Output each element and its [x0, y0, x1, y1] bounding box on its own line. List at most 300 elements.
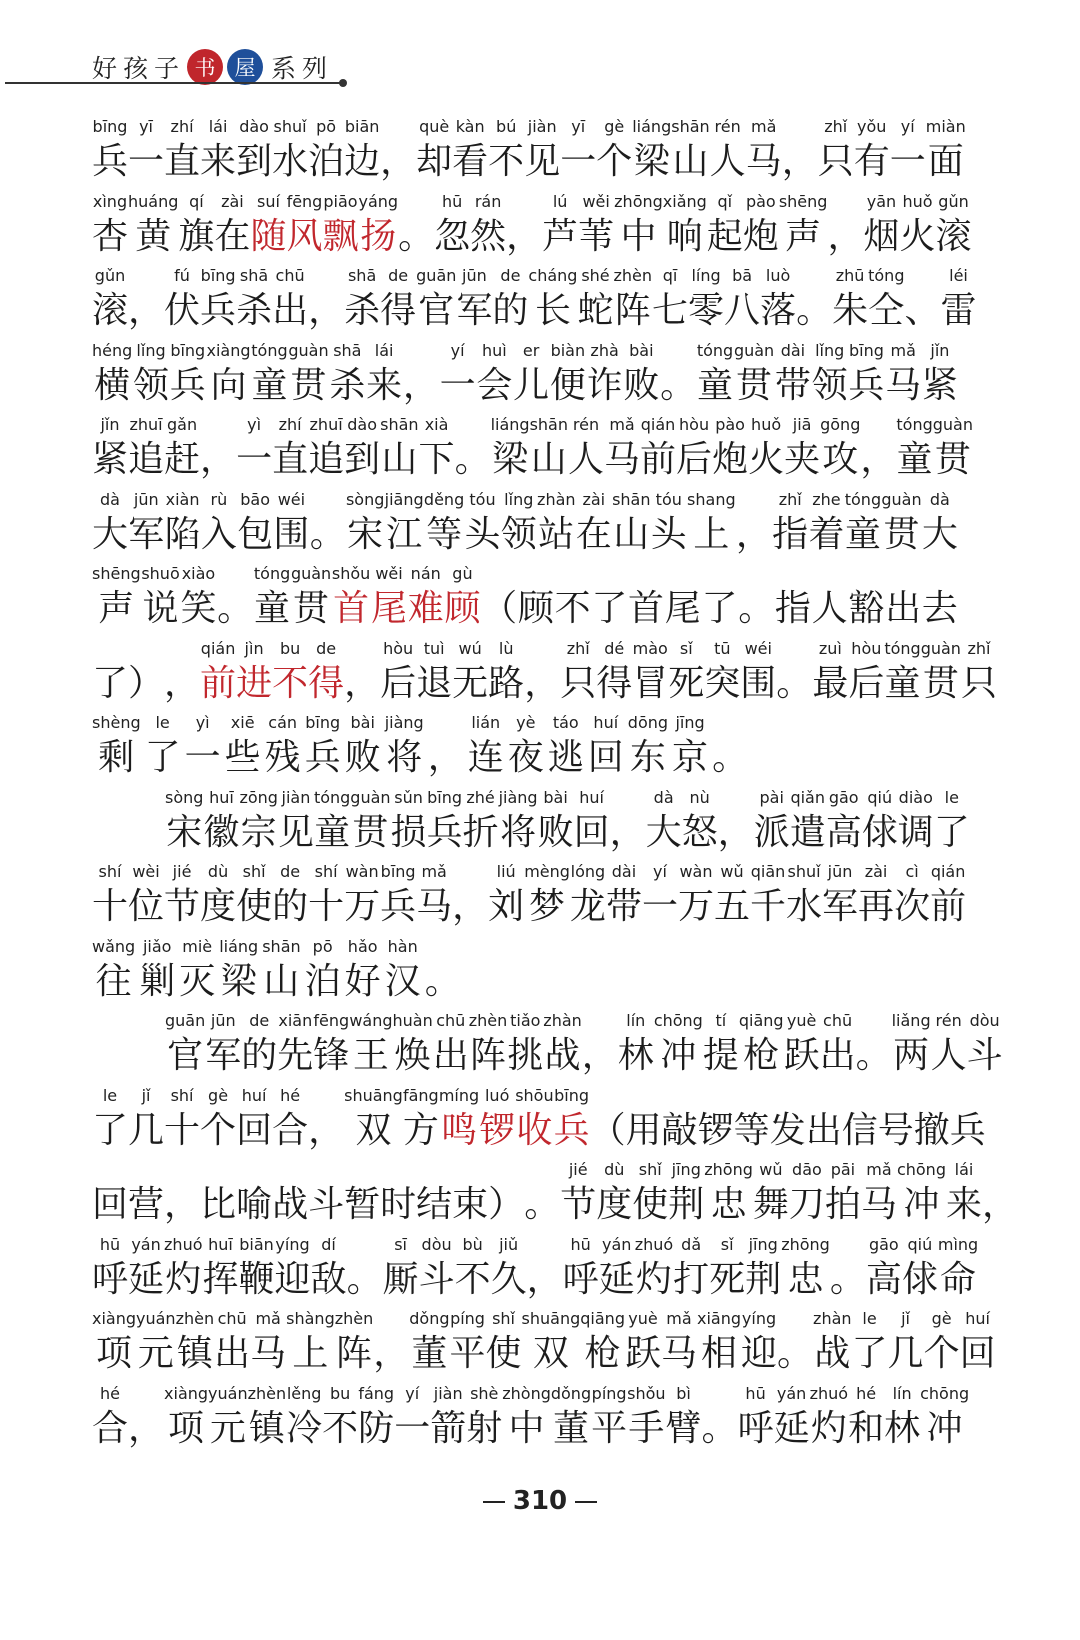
char [214, 1310, 250, 1374]
char [236, 1161, 272, 1225]
char [178, 193, 214, 257]
char [385, 938, 421, 1002]
pinyin: guān [416, 266, 457, 285]
hanzi: ， [982, 1184, 1019, 1225]
hanzi: 下 [418, 439, 455, 480]
hanzi: 敲 [661, 1109, 698, 1151]
pinyin: tóng [253, 564, 291, 583]
pinyin: hé [100, 1383, 120, 1403]
hanzi: 战 [544, 1035, 581, 1076]
pinyin: dà [653, 787, 674, 807]
char [884, 640, 920, 704]
hanzi: 了 [591, 588, 628, 629]
char [574, 789, 610, 853]
hanzi: ， [781, 141, 818, 182]
hanzi: 退 [416, 662, 453, 704]
pinyin: lǐng [504, 489, 534, 509]
text-line [92, 1309, 996, 1374]
char [806, 1087, 842, 1151]
char [618, 1012, 654, 1076]
pinyin: míng [438, 1085, 480, 1105]
pinyin: mǎ [421, 862, 447, 881]
char [614, 193, 663, 257]
char [305, 938, 341, 1002]
pinyin: bú [496, 117, 517, 136]
char [344, 267, 380, 331]
char [165, 1012, 205, 1076]
hanzi: 声 [785, 215, 822, 257]
pinyin: zhuī [129, 415, 163, 434]
pinyin: shēng [92, 564, 141, 583]
hanzi: ， [526, 1258, 563, 1300]
char [902, 1236, 938, 1300]
pinyin: hòu [851, 638, 882, 658]
hanzi: 跃 [624, 1333, 661, 1374]
hanzi: ， [128, 290, 165, 331]
char [712, 416, 748, 480]
pinyin: qī [662, 266, 678, 285]
char [185, 714, 221, 778]
char [770, 1087, 806, 1151]
hanzi: 箭 [430, 1407, 467, 1449]
char [200, 1087, 236, 1151]
pinyin: zhàn [543, 1011, 582, 1030]
hanzi: 高 [865, 1258, 902, 1300]
char [580, 1310, 625, 1374]
hanzi: 风 [286, 215, 323, 257]
hanzi: 贯 [352, 811, 389, 853]
hanzi: 敌 [310, 1258, 347, 1300]
pinyin: pāi [830, 1160, 856, 1179]
hanzi: 领 [500, 513, 537, 555]
series-title-prefix: 好孩子 [92, 54, 186, 83]
char [524, 1161, 560, 1225]
pinyin: huī [209, 787, 234, 807]
char [92, 714, 141, 778]
char [938, 1236, 978, 1300]
pinyin: jìn [244, 638, 264, 658]
hanzi: 马 [745, 141, 782, 182]
highlighted-char [272, 640, 308, 704]
pinyin: dà [100, 489, 120, 509]
char [128, 640, 164, 704]
char [128, 416, 164, 480]
hanzi: 遣 [789, 811, 826, 853]
hanzi: 杀 [329, 364, 366, 406]
hanzi: 呼 [737, 1407, 774, 1449]
hanzi: ， [308, 290, 345, 331]
hanzi: 来 [366, 364, 403, 406]
pinyin: huàn [392, 1011, 433, 1030]
pinyin: guàn [881, 489, 922, 509]
hanzi: 后 [676, 439, 713, 480]
pinyin: tóng [696, 340, 734, 360]
char [931, 1012, 967, 1076]
char [922, 491, 958, 555]
pinyin: zhǐ [778, 489, 802, 509]
hanzi: 江 [386, 513, 423, 555]
pinyin: zhèn [613, 266, 653, 285]
char [394, 1385, 430, 1449]
hanzi: 逃 [547, 737, 584, 778]
char [777, 1310, 813, 1374]
hanzi: 。 [660, 364, 697, 406]
char [373, 1310, 409, 1374]
pinyin: dào [347, 415, 377, 434]
pinyin: gāo [828, 787, 859, 807]
char [239, 1236, 275, 1300]
hanzi: 了 [851, 1333, 888, 1374]
hanzi: 来 [200, 141, 237, 182]
pinyin: jié [568, 1160, 588, 1179]
pinyin: jiǔ [499, 1234, 519, 1254]
char [922, 565, 958, 629]
hanzi: 夜 [507, 737, 544, 778]
hanzi: 臂 [665, 1407, 702, 1449]
pinyin: luó [484, 1085, 510, 1105]
hanzi: 火 [899, 215, 936, 257]
hanzi: 杀 [344, 290, 381, 331]
hanzi: 军 [456, 290, 493, 331]
series-title-suffix: 系列 [271, 54, 334, 83]
pinyin: le [155, 713, 170, 732]
hanzi: 。 [524, 1184, 561, 1225]
char [434, 193, 470, 257]
hanzi: 信 [841, 1109, 878, 1151]
pinyin: gè [604, 117, 625, 136]
pinyin: zhuī [309, 415, 343, 434]
hanzi: 山 [381, 439, 418, 480]
hanzi: 中 [620, 215, 657, 257]
char [463, 789, 499, 853]
char [967, 1012, 1003, 1076]
hanzi: 。 [855, 1035, 892, 1076]
hanzi: 梁 [220, 960, 257, 1002]
pinyin: zhòng [502, 1383, 551, 1403]
char [710, 118, 746, 182]
char [635, 1236, 673, 1300]
char [385, 491, 424, 555]
hanzi: 呼 [92, 1258, 129, 1300]
pinyin: shēng [778, 191, 828, 211]
char [254, 565, 290, 629]
pinyin: dǒng [550, 1383, 592, 1403]
hanzi: 在 [575, 513, 612, 555]
hanzi: 几 [887, 1333, 924, 1374]
pinyin: hòu [679, 415, 710, 434]
hanzi: 个 [923, 1333, 960, 1374]
pinyin: zhōng [781, 1234, 830, 1254]
char [560, 640, 596, 704]
hanzi: 十 [308, 886, 345, 927]
hanzi: 迎 [274, 1258, 311, 1300]
char [344, 1161, 380, 1225]
hanzi: 京 [672, 737, 709, 778]
hanzi: 忠 [710, 1184, 747, 1225]
char [380, 118, 416, 182]
text-line [165, 787, 970, 853]
hanzi: 向 [210, 364, 247, 406]
hanzi: 项 [168, 1407, 205, 1449]
hanzi: 出 [272, 290, 309, 331]
hanzi: 面 [927, 141, 964, 182]
pinyin: wǎng [92, 936, 136, 956]
pinyin: yáng [358, 191, 399, 211]
pinyin: yī [571, 117, 586, 136]
pinyin: tóng [844, 489, 882, 509]
hanzi: 兵 [200, 290, 237, 331]
hanzi: 灼 [635, 1258, 672, 1300]
char [502, 1385, 551, 1449]
hanzi: 好 [344, 960, 381, 1002]
hanzi: 一 [560, 141, 597, 182]
char [347, 1236, 383, 1300]
hanzi: 损 [390, 811, 427, 853]
char [563, 1236, 599, 1300]
hanzi: 命 [940, 1258, 977, 1300]
hanzi: 头 [464, 513, 501, 555]
char [416, 267, 456, 331]
char [469, 1012, 508, 1076]
hanzi: 束 [452, 1184, 489, 1225]
char [237, 491, 273, 555]
char [588, 714, 624, 778]
pinyin: jiàng [384, 713, 424, 732]
pinyin: zhōng [704, 1160, 753, 1179]
pinyin: bài [629, 340, 654, 360]
pinyin: líng [691, 266, 721, 285]
char [92, 1161, 128, 1225]
hanzi: 提 [702, 1035, 739, 1076]
pinyin: yí [900, 117, 915, 136]
char [884, 1385, 920, 1449]
hanzi: ， [164, 662, 201, 704]
hanzi: 时 [380, 1184, 417, 1225]
pinyin: huǒ [902, 191, 933, 211]
char [527, 1236, 563, 1300]
hanzi: 边 [344, 141, 381, 182]
char [250, 1310, 286, 1374]
pinyin: jǐn [100, 415, 120, 434]
pinyin: gǎn [166, 415, 198, 434]
hanzi: 元 [209, 1407, 246, 1449]
pinyin: shōu [515, 1085, 554, 1105]
pinyin: mèng [524, 862, 570, 881]
highlighted-char [322, 193, 358, 257]
char [416, 118, 452, 182]
char [145, 714, 181, 778]
char [862, 789, 898, 853]
hanzi: 项 [96, 1333, 133, 1374]
char [344, 118, 380, 182]
hanzi: 去 [921, 588, 958, 629]
pinyin: shang [687, 489, 736, 509]
char [344, 863, 380, 927]
pinyin: mào [632, 638, 668, 658]
pinyin: chōng [896, 1160, 946, 1179]
hanzi: 芦 [542, 215, 579, 257]
char [848, 1385, 884, 1449]
hanzi: 朱 [832, 290, 869, 331]
char [599, 1236, 635, 1300]
pinyin: qiú [867, 787, 893, 807]
char [960, 1310, 996, 1374]
char [308, 1161, 344, 1225]
char [812, 565, 848, 629]
pinyin: tū [714, 638, 731, 658]
pinyin: xiào [181, 564, 216, 583]
hanzi: 兵 [553, 1109, 590, 1151]
char [543, 1012, 581, 1076]
hanzi: ， [735, 513, 772, 555]
hanzi: 的 [272, 886, 309, 927]
pinyin: yíng [741, 1309, 777, 1328]
char [419, 416, 455, 480]
char [335, 1310, 374, 1374]
hanzi: 声 [98, 588, 135, 629]
char [890, 118, 926, 182]
char [92, 118, 128, 182]
pinyin: shí [98, 862, 122, 881]
pinyin: tí [715, 1011, 727, 1030]
pinyin: tuì [423, 638, 445, 658]
hanzi: 兵 [304, 737, 341, 778]
hanzi: 首 [333, 588, 370, 629]
pinyin: de [500, 266, 521, 285]
pinyin: biān [344, 117, 380, 136]
pinyin: yì [247, 415, 262, 434]
hanzi: 宋 [347, 513, 384, 555]
char [507, 1012, 543, 1076]
hanzi: 斗 [966, 1035, 1003, 1076]
hanzi: 苇 [578, 215, 615, 257]
hanzi: 马 [885, 364, 922, 406]
pinyin: dǒng [409, 1309, 450, 1328]
hanzi: 千 [750, 886, 787, 927]
hanzi: （ [589, 1109, 626, 1151]
text-line [165, 1011, 1003, 1076]
pinyin: lái [954, 1160, 974, 1179]
hanzi: 滚 [935, 215, 972, 257]
series-circle-book: 书 [187, 49, 223, 85]
hanzi: 回 [573, 811, 610, 853]
pinyin: liú [496, 862, 516, 881]
char [626, 1087, 662, 1151]
hanzi: 防 [358, 1407, 395, 1449]
char [308, 118, 344, 182]
hanzi: 顾 [517, 588, 554, 629]
text-line [92, 565, 958, 629]
char [428, 714, 464, 778]
char [424, 491, 464, 555]
pinyin: shā [347, 266, 377, 285]
char [697, 1310, 741, 1374]
highlighted-char [554, 1087, 590, 1151]
pinyin: chōng [653, 1011, 703, 1030]
hanzi: 贯 [934, 439, 971, 480]
hanzi: 连 [467, 737, 504, 778]
hanzi: 鞭 [238, 1258, 275, 1300]
hanzi: 锋 [313, 1035, 350, 1076]
hanzi: 尾 [664, 588, 701, 629]
hanzi: 直 [272, 439, 309, 480]
hanzi: 炮 [712, 439, 749, 480]
hanzi: 用 [625, 1109, 662, 1151]
pinyin: bīng [427, 787, 463, 807]
pinyin: chū [436, 1011, 466, 1030]
pinyin: shān [671, 117, 710, 136]
pinyin: dà [929, 489, 950, 509]
hanzi: 万 [344, 886, 381, 927]
char [678, 863, 714, 927]
char [291, 565, 331, 629]
char [476, 342, 512, 406]
char [946, 1161, 982, 1225]
pinyin: cì [905, 862, 919, 881]
hanzi: 在 [214, 215, 251, 257]
hanzi: 派 [753, 811, 790, 853]
pinyin: wǔ [720, 862, 744, 881]
hanzi: 山 [613, 513, 650, 555]
char [409, 1310, 449, 1374]
hanzi: 个 [200, 1109, 237, 1151]
pinyin: huí [579, 787, 604, 807]
pinyin: shān [612, 489, 651, 509]
hanzi: 难 [407, 588, 444, 629]
hanzi: 童 [844, 513, 881, 555]
pinyin: lián [471, 713, 501, 732]
char [286, 1310, 335, 1374]
hanzi: 。 [712, 737, 749, 778]
char [542, 193, 578, 257]
hanzi: 。 [796, 290, 833, 331]
char [856, 1012, 892, 1076]
hanzi: ， [344, 662, 381, 704]
pinyin: dōng [627, 713, 669, 732]
char [714, 863, 750, 927]
hanzi: 。 [776, 662, 813, 704]
char [165, 789, 203, 853]
char [604, 416, 640, 480]
char [452, 118, 488, 182]
pinyin: shí [314, 862, 338, 881]
hanzi: 锣 [697, 1109, 734, 1151]
char [665, 565, 701, 629]
char [885, 565, 921, 629]
hanzi: 合 [272, 1109, 309, 1151]
hanzi: 一 [439, 364, 476, 406]
pinyin: lái [208, 117, 228, 136]
hanzi: 十 [92, 886, 129, 927]
hanzi: 只 [560, 662, 597, 704]
hanzi: ， [373, 1333, 410, 1374]
hanzi: 到 [344, 439, 381, 480]
pinyin: chōng [920, 1383, 970, 1403]
char [416, 1161, 452, 1225]
char [590, 1087, 626, 1151]
char [308, 863, 344, 927]
hanzi: 拍 [824, 1184, 861, 1225]
pinyin: zhū [835, 266, 865, 285]
hanzi: ， [380, 141, 417, 182]
char [820, 416, 860, 480]
char [779, 193, 828, 257]
char [753, 1161, 789, 1225]
char [570, 863, 606, 927]
pinyin: wàn [345, 862, 379, 881]
hanzi: 暂 [344, 1184, 381, 1225]
hanzi: 尾 [371, 588, 408, 629]
